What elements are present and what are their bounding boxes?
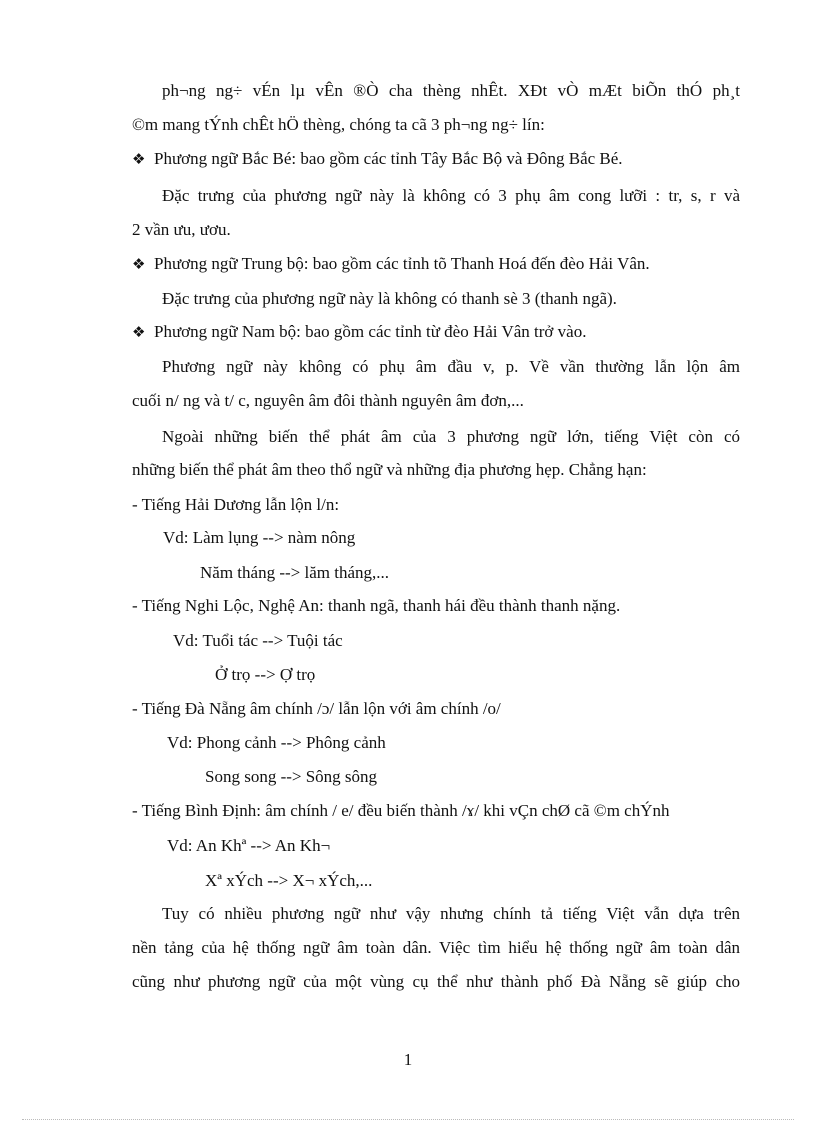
page-number: 1 bbox=[403, 1050, 413, 1069]
text-line: cũng như phương ngữ của một vùng cụ thể như thành phố Đà Nẵng sẽ giúp cho bbox=[132, 972, 740, 991]
text-line: Vd: Làm lụng --> nàm nông bbox=[163, 528, 356, 547]
bullet-text: Phương ngữ Trung bộ: bao gồm các tỉnh tõ Thanh Hoá đến đèo Hải Vân. bbox=[154, 254, 650, 273]
text-line: - Tiếng Đà Nẵng âm chính /ɔ/ lẫn lộn với âm chính /o/ bbox=[132, 699, 501, 718]
text-line: - Tiếng Bình Định: âm chính / e/ đều biến thành /ɤ/ khi vÇn chØ cã ©m chÝnh bbox=[132, 801, 670, 820]
text-line: 2 vần ưu, ươu. bbox=[132, 220, 231, 239]
text-line: những biến thể phát âm theo thổ ngữ và những địa phương hẹp. Chẳng hạn: bbox=[132, 460, 647, 479]
text-line: Vd: Phong cảnh --> Phông cảnh bbox=[167, 733, 386, 752]
bullet-item bbox=[132, 253, 650, 275]
diamond-bullet-icon: ❖ bbox=[132, 323, 146, 341]
text-line: ph¬ng ng÷ vÉn lµ vÊn ®Ò cha thèng nhÊt. XÐt vÒ mÆt biÕn thÓ ph¸t bbox=[162, 81, 740, 100]
text-line: Năm tháng --> lăm tháng,... bbox=[200, 563, 389, 582]
diamond-bullet-icon: ❖ bbox=[132, 255, 146, 273]
text-line: Vd: Tuổi tác --> Tuội tác bbox=[173, 631, 343, 650]
text-line: Tuy có nhiều phương ngữ như vậy nhưng chính tả tiếng Việt vẫn dựa trên bbox=[162, 904, 740, 923]
text-line: cuối n/ ng và t/ c, nguyên âm đôi thành nguyên âm đơn,... bbox=[132, 391, 524, 410]
text-line: Xª xÝch --> X¬ xÝch,... bbox=[205, 871, 373, 890]
bullet-text: Phương ngữ Bắc Bé: bao gồm các tỉnh Tây Bắc Bộ và Đông Bắc Bé. bbox=[154, 149, 623, 168]
text-line: - Tiếng Nghi Lộc, Nghệ An: thanh ngã, thanh hái đều thành thanh nặng. bbox=[132, 596, 621, 615]
text-line: Song song --> Sông sông bbox=[205, 767, 378, 786]
text-line: nền tảng của hệ thống ngữ âm toàn dân. Việc tìm hiểu hệ thống ngữ âm toàn dân bbox=[132, 938, 740, 957]
bullet-item bbox=[132, 321, 586, 343]
text-line: - Tiếng Hải Dương lẫn lộn l/n: bbox=[132, 495, 340, 514]
bullet-item bbox=[132, 148, 623, 170]
text-line: Vd: An Khª --> An Kh¬ bbox=[167, 836, 331, 855]
text-line: ©m mang tÝnh chÊt hÖ thèng, chóng ta cã 3 ph¬ng ng÷ lín: bbox=[132, 115, 545, 134]
text-line: Ngoài những biến thể phát âm của 3 phương ngữ lớn, tiếng Việt còn có bbox=[162, 427, 740, 446]
text-line: Đặc trưng của phương ngữ này là không có thanh sè 3 (thanh ngã). bbox=[162, 289, 617, 308]
bullet-text: Phương ngữ Nam bộ: bao gồm các tỉnh từ đèo Hải Vân trở vào. bbox=[154, 322, 587, 341]
text-line: Phương ngữ này không có phụ âm đầu v, p. Về vần thường lẫn lộn âm bbox=[162, 357, 740, 376]
text-line: Ở trọ --> Ợ trọ bbox=[215, 665, 316, 684]
text-line: Đặc trưng của phương ngữ này là không có 3 phụ âm cong lưỡi : tr, s, r và bbox=[162, 186, 740, 205]
diamond-bullet-icon: ❖ bbox=[132, 150, 146, 168]
page-separator bbox=[22, 1119, 794, 1120]
